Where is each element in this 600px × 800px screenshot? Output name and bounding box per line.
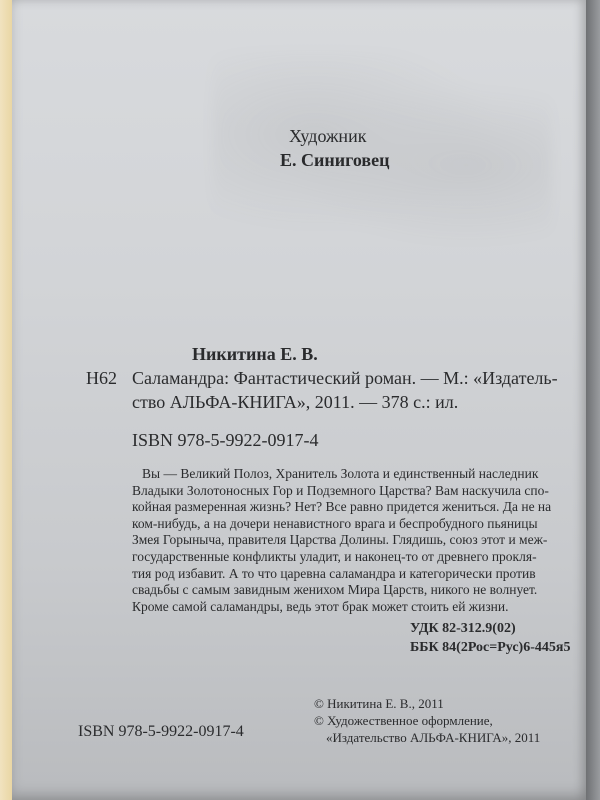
- copyright-design-line-1: © Художественное оформление,: [314, 713, 493, 728]
- annotation-line: Владыки Золотоносных Гор и Подземного Царства? Вам наскучила спо-: [132, 482, 549, 498]
- bibliographic-line-1: Саламандра: Фантастический роман. — М.: «Издатель-: [132, 368, 558, 388]
- catalog-isbn: ISBN 978-5-9922-0917-4: [132, 430, 319, 450]
- annotation-line: тия род избавит. А то что царевна саламандра и категорически против: [132, 565, 536, 581]
- page-shadow-edge: [586, 0, 600, 800]
- copyright-author: © Никитина Е. В., 2011: [314, 696, 444, 711]
- footer-isbn: ISBN 978-5-9922-0917-4: [78, 723, 244, 740]
- bbk-code: ББК 84(2Рос=Рус)6-445я5: [410, 640, 571, 655]
- artist-name: Е. Синиговец: [280, 150, 390, 170]
- annotation-line: Кроме самой саламандры, ведь этот брак может стоить ей жизни.: [132, 598, 509, 614]
- author-heading: Никитина Е. В.: [192, 344, 318, 364]
- annotation-line: койная размеренная жизнь? Нет? Все равно придется жениться. Да не на: [132, 499, 552, 515]
- artist-role-label: Художник: [289, 126, 367, 146]
- annotation-line: Змея Горыныча, правителя Царства Долины. Глядишь, союз этот и меж-: [132, 532, 548, 548]
- annotation-line: государственные конфликты уладит, и наконец-то от древнего прокля-: [132, 548, 537, 564]
- bibliographic-line-2: ство АЛЬФА-КНИГА», 2011. — 378 с.: ил.: [132, 392, 459, 412]
- annotation-line: свадьбы с самым завидным женихом Мира Царств, никого не волнует.: [132, 582, 538, 598]
- adjacent-page-edge: [0, 0, 12, 800]
- book-page: [12, 0, 588, 800]
- copyright-design-line-2: «Издательство АЛЬФА-КНИГА», 2011: [326, 730, 541, 745]
- annotation-paragraph: [132, 466, 592, 615]
- annotation-line: Вы — Великий Полоз, Хранитель Золота и единственный наследник: [142, 466, 539, 481]
- udk-code: УДК 82-312.9(02): [410, 621, 516, 636]
- annotation-line: ком-нибудь, а на дочери ненавистного врага и беспробудного пьяницы: [132, 515, 538, 531]
- author-mark-code: Н62: [86, 368, 117, 388]
